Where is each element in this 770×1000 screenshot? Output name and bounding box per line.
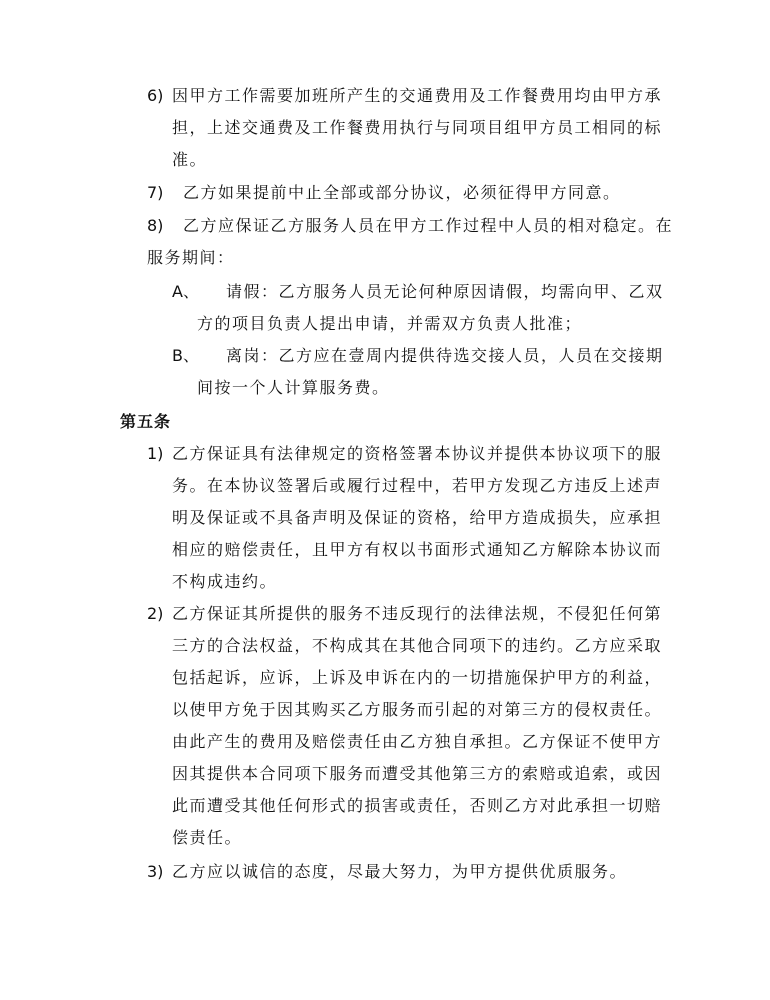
sub-item-marker: B、 <box>172 346 199 365</box>
paragraph-line: 担，上述交通费及工作餐费用执行与同项目组甲方员工相同的标 <box>172 118 663 137</box>
paragraph-line: 此而遭受其他任何形式的损害或责任，否则乙方对此承担一切赔 <box>172 796 663 815</box>
paragraph-line: 偿责任。 <box>172 828 243 847</box>
list-marker: 8) <box>147 216 164 235</box>
paragraph-line: 乙方应保证乙方服务人员在甲方工作过程中人员的相对稳定。在 <box>183 216 674 235</box>
sub-item-marker: A、 <box>172 282 199 301</box>
list-marker: 6) <box>147 86 164 105</box>
paragraph-line: 乙方如果提前中止全部或部分协议，必须征得甲方同意。 <box>183 183 621 202</box>
paragraph-line: 包括起诉，应诉，上诉及申诉在内的一切措施保护甲方的利益， <box>172 668 663 687</box>
paragraph-line: 因其提供本合同项下服务而遭受其他第三方的索赔或追索，或因 <box>172 764 663 783</box>
list-marker: 3) <box>147 862 164 881</box>
paragraph-line: 不构成违约。 <box>172 572 278 591</box>
paragraph-line: 乙方保证其所提供的服务不违反现行的法律法规，不侵犯任何第 <box>172 604 663 623</box>
paragraph-line: 以使甲方免于因其购买乙方服务而引起的对第三方的侵权责任。 <box>172 700 663 719</box>
paragraph-line: 服务期间： <box>147 248 235 267</box>
paragraph-line: 离岗：乙方应在壹周内提供待选交接人员，人员在交接期 <box>226 346 664 365</box>
list-marker: 2) <box>147 604 164 623</box>
paragraph-line: 乙方应以诚信的态度，尽最大努力，为甲方提供优质服务。 <box>172 862 628 881</box>
paragraph-line: 乙方保证具有法律规定的资格签署本协议并提供本协议项下的服 <box>172 444 663 463</box>
paragraph-line: 务。在本协议签署后或履行过程中，若甲方发现乙方违反上述声 <box>172 476 663 495</box>
paragraph-line: 请假：乙方服务人员无论何种原因请假，均需向甲、乙双 <box>226 282 664 301</box>
section-heading: 第五条 <box>120 412 172 431</box>
paragraph-line: 间按一个人计算服务费。 <box>197 378 390 397</box>
paragraph-line: 相应的赔偿责任，且甲方有权以书面形式通知乙方解除本协议而 <box>172 540 663 559</box>
list-marker: 1) <box>147 444 164 463</box>
list-marker: 7) <box>147 183 164 202</box>
paragraph-line: 方的项目负责人提出申请，并需双方负责人批准； <box>197 314 583 333</box>
paragraph-line: 三方的合法权益，不构成其在其他合同项下的违约。乙方应采取 <box>172 636 663 655</box>
paragraph-line: 准。 <box>172 150 208 169</box>
paragraph-line: 由此产生的费用及赔偿责任由乙方独自承担。乙方保证不使甲方 <box>172 732 663 751</box>
paragraph-line: 因甲方工作需要加班所产生的交通费用及工作餐费用均由甲方承 <box>172 86 663 105</box>
paragraph-line: 明及保证或不具备声明及保证的资格，给甲方造成损失，应承担 <box>172 508 663 527</box>
